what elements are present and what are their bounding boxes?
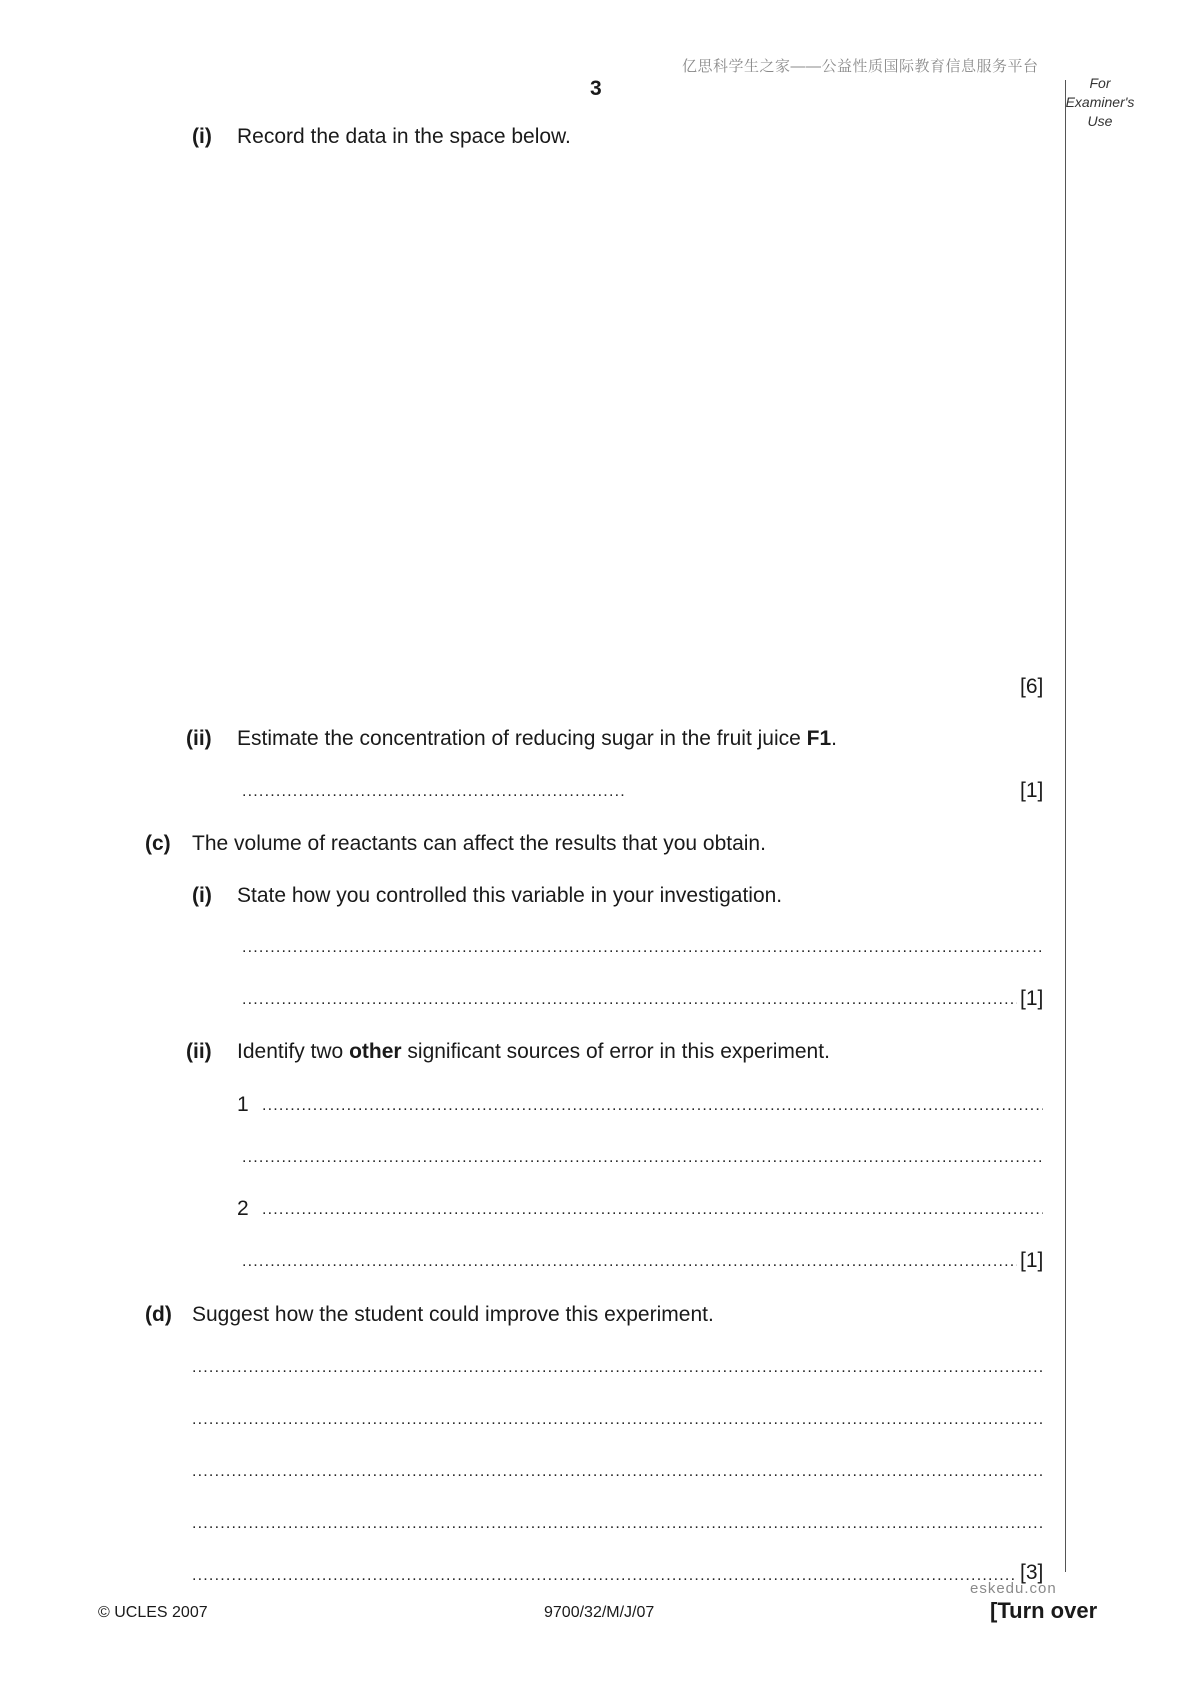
question-b-ii-text-before: Estimate the concentration of reducing sugar in the fruit juice bbox=[237, 727, 807, 750]
examiner-line-3: Use bbox=[1087, 113, 1113, 129]
question-b-ii-mark: [1] bbox=[1020, 779, 1044, 802]
examiner-use-label bbox=[1060, 74, 1140, 131]
examiner-line-1: For bbox=[1089, 75, 1111, 91]
answer-line-c-ii-1a[interactable] bbox=[262, 1096, 1043, 1116]
site-watermark: eskedu.con bbox=[970, 1580, 1057, 1597]
question-d-mark: [3] bbox=[1020, 1561, 1044, 1584]
answer-line-c-i-1[interactable] bbox=[242, 938, 1043, 958]
answer-line-d-1[interactable] bbox=[192, 1358, 1043, 1378]
question-d-label: (d) bbox=[145, 1303, 172, 1326]
question-c-text: The volume of reactants can affect the results that you obtain. bbox=[192, 832, 766, 855]
question-b-ii-text-bold: F1 bbox=[806, 727, 832, 750]
data-recording-space[interactable] bbox=[237, 160, 1047, 660]
question-b-i-text: Record the data in the space below. bbox=[237, 125, 571, 148]
question-b-i-label: (i) bbox=[192, 125, 212, 148]
question-c-ii-mark: [1] bbox=[1020, 1249, 1044, 1272]
question-c-ii-label: (ii) bbox=[186, 1040, 212, 1063]
question-b-ii-label: (ii) bbox=[186, 727, 212, 750]
turn-over-label: [Turn over bbox=[990, 1598, 1098, 1623]
question-c-i-text: State how you controlled this variable in your investigation. bbox=[237, 884, 783, 907]
question-b-i-mark: [6] bbox=[1020, 675, 1044, 698]
answer-line-c-ii-2b[interactable] bbox=[242, 1252, 1017, 1272]
question-c-ii-text-after: significant sources of error in this experiment. bbox=[401, 1040, 830, 1063]
question-c-i-label: (i) bbox=[192, 884, 212, 907]
examiner-line-2: Examiner's bbox=[1065, 94, 1135, 110]
answer-line-d-2[interactable] bbox=[192, 1410, 1043, 1430]
examiner-margin-rule bbox=[1065, 80, 1066, 1572]
copyright: © UCLES 2007 bbox=[98, 1604, 208, 1621]
answer-line-c-ii-1b[interactable] bbox=[242, 1148, 1043, 1168]
answer-line-d-3[interactable] bbox=[192, 1462, 1043, 1482]
page-number: 3 bbox=[590, 77, 602, 100]
source-of-error-number-1: 1 bbox=[237, 1093, 249, 1116]
question-d-text: Suggest how the student could improve this experiment. bbox=[192, 1303, 714, 1326]
header-watermark: 亿思科学生之家——公益性质国际教育信息服务平台 bbox=[682, 58, 1039, 75]
question-b-ii-text bbox=[237, 727, 837, 751]
question-c-ii-text-before: Identify two bbox=[237, 1040, 350, 1063]
paper-code: 9700/32/M/J/07 bbox=[544, 1604, 655, 1621]
answer-line-b-ii[interactable] bbox=[242, 782, 624, 802]
answer-line-d-5[interactable] bbox=[192, 1566, 1017, 1586]
answer-line-c-i-2[interactable] bbox=[242, 990, 1017, 1010]
question-c-ii-text-bold: other bbox=[349, 1040, 402, 1063]
answer-line-d-4[interactable] bbox=[192, 1514, 1043, 1534]
answer-line-c-ii-2a[interactable] bbox=[262, 1200, 1043, 1220]
question-c-i-mark: [1] bbox=[1020, 987, 1044, 1010]
question-b-ii-text-after: . bbox=[831, 727, 838, 750]
source-of-error-number-2: 2 bbox=[237, 1197, 249, 1220]
question-c-label: (c) bbox=[145, 832, 171, 855]
question-c-ii-text bbox=[237, 1040, 830, 1064]
